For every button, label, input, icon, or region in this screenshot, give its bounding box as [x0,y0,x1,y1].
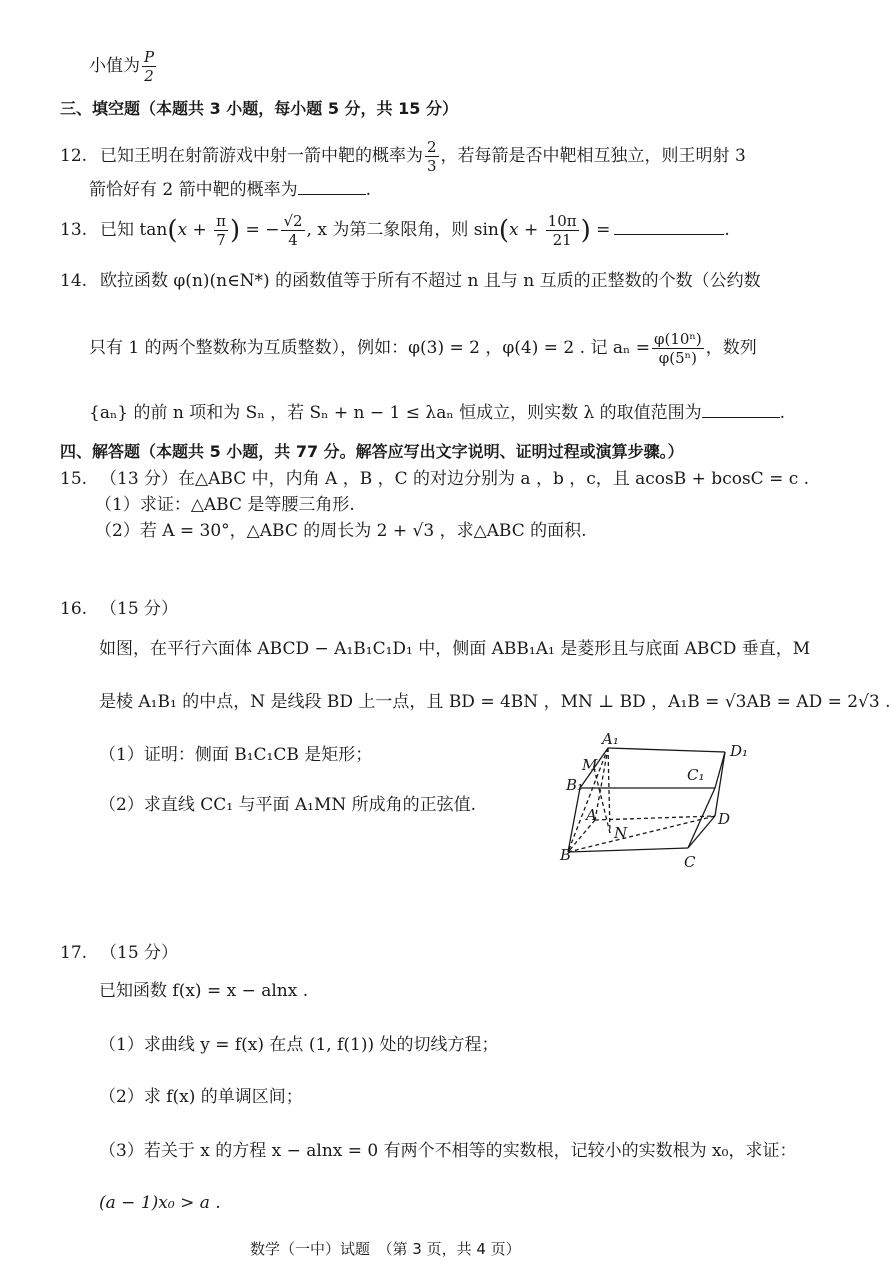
fraction: $\frac{P}{2}$ [144,48,155,85]
question-15-part2: （2）若 A = 30°，△ABC 的周长为 2 + √3 ，求△ABC 的面积. [95,521,587,541]
question-17-part3: （3）若关于 x 的方程 x − alnx = 0 有两个不相等的实数根，记较小的实数根为 x₀，求证： [99,1141,797,1161]
question-17: 17. （15 分） [60,943,179,963]
question-17-part1: （1）求曲线 y = f(x) 在点 (1, f(1)) 处的切线方程； [99,1035,499,1055]
label-M: M [582,756,598,774]
section-title-fill-in: 三、填空题（本题共 3 小题，每小题 5 分，共 15 分） [60,99,458,118]
fraction: $\frac{√2}{4}$ [283,212,303,249]
question-14-line3: {aₙ} 的前 n 项和为 Sₙ ，若 Sₙ + n − 1 ≤ λaₙ 恒成立，则实数 λ 的取值范围为 . [89,403,786,423]
fraction: $\frac{\text{φ(10ⁿ)}}{\text{φ(5ⁿ)}}$ [653,330,702,367]
label-D: D [718,810,731,828]
question-16: 16. （15 分） [60,599,179,619]
label-N: N [614,824,628,842]
question-16-line2: 是棱 A₁B₁ 的中点，N 是线段 BD 上一点，且 BD = 4BN ，MN ⊥ BD ，A₁B = √3AB = AD = 2√3 . [99,692,891,712]
answer-blank [298,178,366,195]
label-C1: C₁ [687,766,705,784]
question-17-line1: 已知函数 f(x) = x − alnx . [99,981,309,1001]
question-15: 15. （13 分）在△ABC 中，内角 A ，B ，C 的对边分别为 a ，b ，c，且 acosB + bcosC = c . [60,469,810,489]
question-12: 12. 已知王明在射箭游戏中射一箭中靶的概率为 $\frac{2}{3}$ ，若每箭是否中靶相互独立，则王明射 3 [60,138,746,175]
label-B1: B₁ [566,776,584,794]
parallelepiped-figure [560,730,760,875]
question-17-part4: (a − 1)x₀ > a . [99,1193,221,1213]
fraction: $\frac{\pi}{7}$ [216,212,226,249]
question-13: 13. 已知 tan(x + $\frac{\pi}{7}$ ) = − $\frac{√2}{4}$ , x 为第二象限角，则 sin(x + $\frac{10\pi}{21}$ ) = . [60,212,730,249]
label-A1: A₁ [602,730,619,748]
label-A: A [586,806,597,824]
continued-line: 小值为 $\frac{P}{2}$ [89,48,155,85]
question-17-part2: （2）求 f(x) 的单调区间； [99,1087,303,1107]
question-16-line1: 如图，在平行六面体 ABCD − A₁B₁C₁D₁ 中，侧面 ABB₁A₁ 是菱形且与底面 ABCD 垂直，M [99,639,811,659]
fraction: $\frac{2}{3}$ [427,138,437,175]
question-12-line2: 箭恰好有 2 箭中靶的概率为 . [89,180,372,200]
question-16-part2: （2）求直线 CC₁ 与平面 A₁MN 所成角的正弦值. [99,795,477,815]
page-footer: 数学（一中）试题 （第 3 页，共 4 页） [250,1240,521,1258]
answer-blank [614,218,724,235]
label-C: C [684,853,696,871]
label-D1: D₁ [730,742,749,760]
label-B: B [560,846,572,864]
question-16-part1: （1）证明：侧面 B₁C₁CB 是矩形； [99,745,373,765]
fraction: $\frac{10\pi}{21}$ [547,212,577,249]
answer-blank [702,401,780,418]
question-15-part1: （1）求证：△ABC 是等腰三角形. [95,495,355,515]
question-14: 14. 欧拉函数 φ(n)(n∈N*) 的函数值等于所有不超过 n 且与 n 互质的正整数的个数（公约数 [60,271,761,291]
section-title-solutions: 四、解答题（本题共 5 小题，共 77 分。解答应写出文字说明、证明过程或演算步骤。） [60,442,684,461]
question-14-line2: 只有 1 的两个整数称为互质整数），例如：φ(3) = 2 ，φ(4) = 2 . 记 aₙ = $\frac{\text{φ(10ⁿ)}}{\text{φ(5ⁿ)}}$ ，数列 [89,330,757,367]
